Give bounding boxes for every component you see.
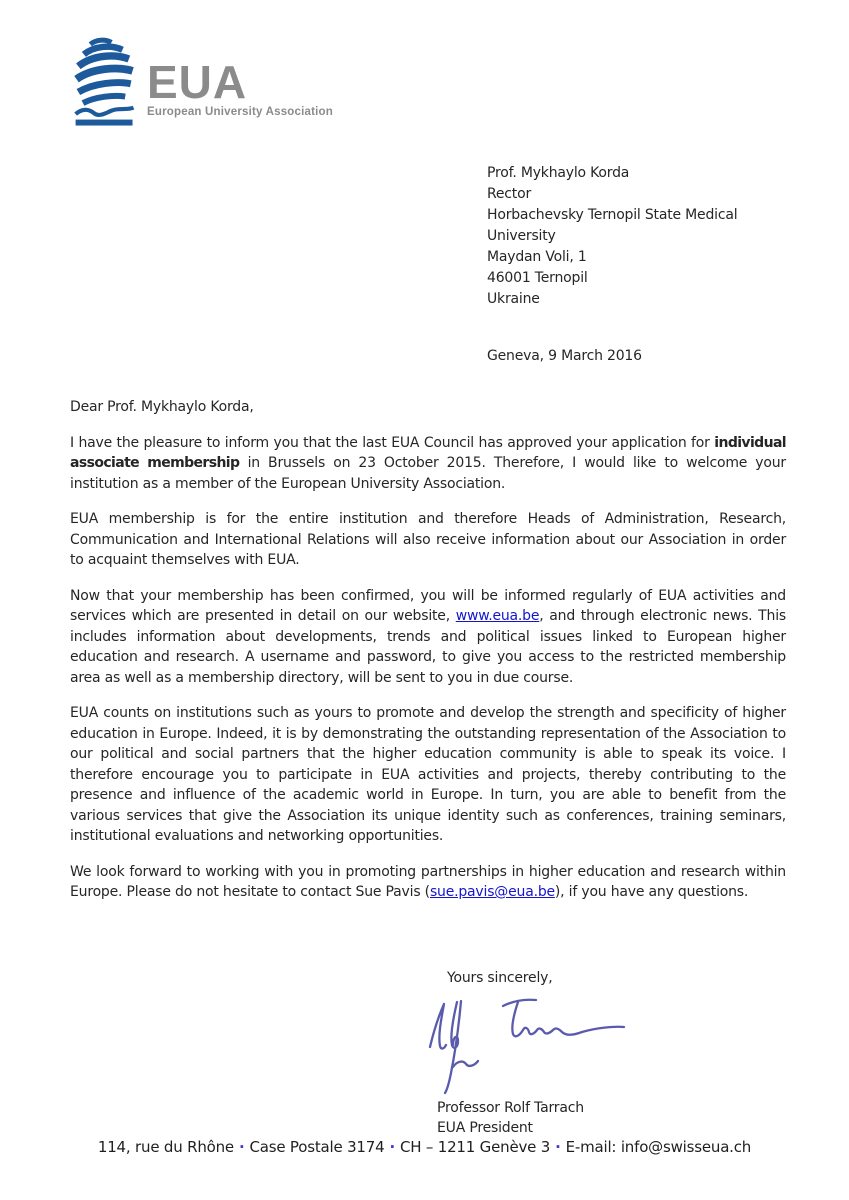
dateline: Geneva, 9 March 2016 [487, 348, 642, 364]
eua-logo [70, 36, 333, 126]
recipient-institution-line2: University [487, 228, 556, 244]
closing: Yours sincerely, [447, 970, 553, 986]
signer-name: Professor Rolf Tarrach [437, 1100, 584, 1116]
handwritten-signature [423, 993, 628, 1095]
paragraph-4: EUA counts on institutions such as yours to promote and develop the strength and specificity of higher education in Europe. Indeed, it is by demonstrating the outstanding representation of the Association to our political and social partners that the higher education community is able to speak its voice. I therefore encourage you to participate in EUA activities and projects, thereby contributing to the presence and influence of the academic world in Europe. In turn, you are able to benefit from the various services that give the Association its unique identity such as conferences, training seminars, institutional evaluations and networking opportunities. [70, 705, 786, 844]
recipient-city: 46001 Ternopil [487, 270, 588, 286]
logo-acronym: EUA [147, 56, 248, 108]
paragraph-1 [70, 433, 786, 495]
logo-bar [76, 120, 133, 126]
eua-website-link[interactable]: www.eua.be [455, 608, 540, 624]
letter-body [70, 397, 786, 918]
paragraph-3-text: Now that your membership has been confirmed, you will be informed regularly of EUA activities and services which are presented in detail on our website, [70, 587, 786, 624]
recipient-name: Prof. Mykhaylo Korda [487, 165, 630, 181]
paragraph-2: EUA membership is for the entire institution and therefore Heads of Administration, Research, Communication and International Relations will also receive information about our Association in order to acquaint themselves with EUA. [70, 511, 786, 568]
paragraph-5-text: We look forward to working with you in promoting partnerships in higher education and research within Europe. Please do not hesitate to contact Sue Pavis ( [70, 863, 786, 900]
logo-subtitle: European University Association [147, 106, 333, 118]
recipient-address [487, 163, 737, 310]
eua-globe-icon [70, 36, 140, 126]
recipient-country: Ukraine [487, 291, 540, 307]
footer-street: 114, rue du Rhône [97, 1138, 234, 1156]
recipient-role: Rector [487, 186, 532, 202]
recipient-street: Maydan Voli, 1 [487, 249, 587, 265]
footer-postbox: Case Postale 3174 [249, 1138, 385, 1156]
footer-separator: · [389, 1138, 395, 1156]
signer-block [437, 1098, 584, 1138]
recipient-institution-line1: Horbachevsky Ternopil State Medical [487, 207, 738, 223]
paragraph-3 [70, 586, 786, 689]
footer-contact [0, 1138, 849, 1156]
signer-title: EUA President [437, 1120, 533, 1136]
paragraph-5-text-end: ), if you have any questions. [554, 884, 749, 900]
paragraph-1-text: I have the pleasure to inform you that the last EUA Council has approved your application for [70, 434, 715, 451]
footer-city: CH – 1211 Genève 3 [399, 1138, 551, 1156]
paragraph-1-text-end: in Brussels on 23 October 2015. Therefore, I would like to welcome your institution as a member of the European University Association. [70, 455, 786, 492]
paragraph-3-text-end: , and through electronic news. This includes information about developments, trends and political issues linked to European higher education and research. A username and password, to give you access to the restricted membership area as well as a membership directory, will be sent to you in due course. [70, 608, 786, 686]
paragraph-5 [70, 862, 786, 903]
salutation: Dear Prof. Mykhaylo Korda, [70, 399, 254, 415]
logo-text [147, 56, 333, 118]
footer-email: E-mail: info@swisseua.ch [565, 1138, 752, 1156]
membership-type-bold: individual associate membership [70, 434, 786, 471]
sue-pavis-email-link[interactable]: sue.pavis@eua.be [429, 884, 555, 900]
footer-separator: · [238, 1138, 245, 1156]
footer-separator: · [555, 1138, 561, 1156]
